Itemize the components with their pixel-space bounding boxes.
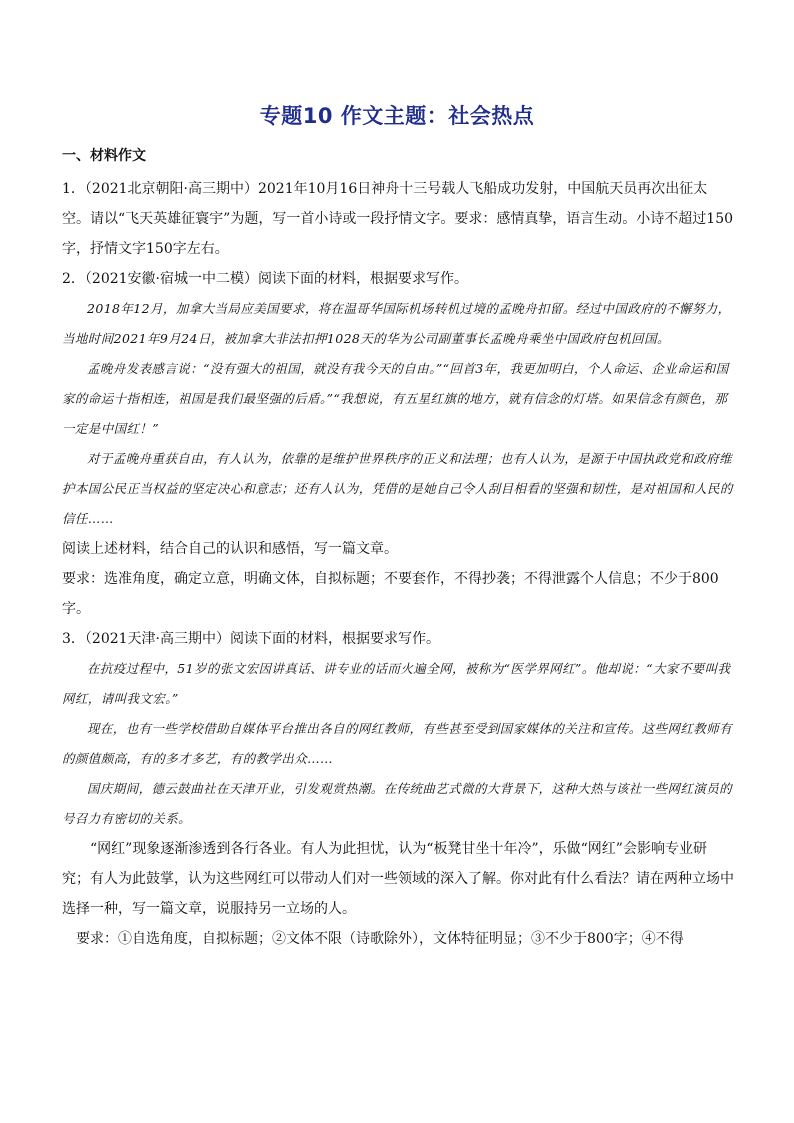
question-2-task: 阅读上述材料，结合自己的认识和感悟，写一篇文章。: [62, 541, 398, 557]
question-2-heading: 2．（2021安徽·宿城一中二模）阅读下面的材料，根据要求写作。: [62, 271, 468, 287]
question-3-material-3: 国庆期间，德云鼓曲社在天津开业，引发观赏热潮。在传统曲艺式微的大背景下，这种大热与该社一些网红演员的号召力有密切的关系。: [62, 781, 733, 826]
question-3-material-2: 现在，也有一些学校借助自媒体平台推出各自的网红教师，有些甚至受到国家媒体的关注和宣传。这些网红教师有的颜值颇高，有的多才多艺，有的教学出众……: [62, 721, 733, 766]
question-3-heading: 3．（2021天津·高三期中）阅读下面的材料，根据要求写作。: [62, 631, 440, 647]
question-3-requirements: 要求：①自选角度，自拟标题；②文体不限（诗歌除外），文体特征明显；③不少于800字；④不得: [76, 931, 684, 947]
question-3-task: “网红”现象逐渐渗透到各行各业。有人为此担忧，认为“板凳甘坐十年冷”，乐做“网红”会影响专业研究；有人为此鼓掌，认为这些网红可以带动人们对一些领域的深入了解。你对此有什么看法？请在两种立场中选择一种，写一篇文章，说服持另一立场的人。: [62, 841, 734, 917]
question-2-material-2: 孟晚舟发表感言说：“没有强大的祖国，就没有我今天的自由。”“回首3年，我更加明白，个人命运、企业命运和国家的命运十指相连，祖国是我们最坚强的后盾。”“我想说，有五星红旗的地方，就有信念的灯塔。如果信念有颜色，那一定是中国红！”: [62, 361, 729, 436]
section-heading: 一、材料作文: [62, 148, 146, 164]
document-body: [62, 146, 734, 954]
question-2-material-1: 2018年12月，加拿大当局应美国要求，将在温哥华国际机场转机过境的孟晚舟扣留。经过中国政府的不懈努力，当地时间2021年9月24日，被加拿大非法扣押1028天的华为公司副董事长孟晚舟乘坐中国政府包机回国。: [62, 301, 731, 346]
question-2-material-3: 对于孟晚舟重获自由，有人认为，依靠的是维护世界秩序的正义和法理；也有人认为，是源于中国执政党和政府维护本国公民正当权益的坚定决心和意志；还有人认为，凭借的是她自己令人刮目相看的坚强和韧性，是对祖国和人民的信任……: [62, 451, 733, 526]
question-2-requirements: 要求：选准角度，确定立意，明确文体，自拟标题；不要套作，不得抄袭；不得泄露个人信息；不少于800字。: [62, 571, 719, 617]
question-1: 1．（2021北京朝阳·高三期中）2021年10月16日神舟十三号载人飞船成功发射，中国航天员再次出征太空。请以“飞天英雄征寰宇”为题，写一首小诗或一段抒情文字。要求：感情真挚，语言生动。小诗不超过150字，抒情文字150字左右。: [62, 181, 734, 257]
document-title: 专题10 作文主题：社会热点: [259, 104, 535, 128]
question-3-material-1: 在抗疫过程中，51岁的张文宏因讲真话、讲专业的话而火遍全网，被称为“医学界网红”。他却说：“大家不要叫我网红，请叫我文宏。”: [62, 661, 731, 706]
